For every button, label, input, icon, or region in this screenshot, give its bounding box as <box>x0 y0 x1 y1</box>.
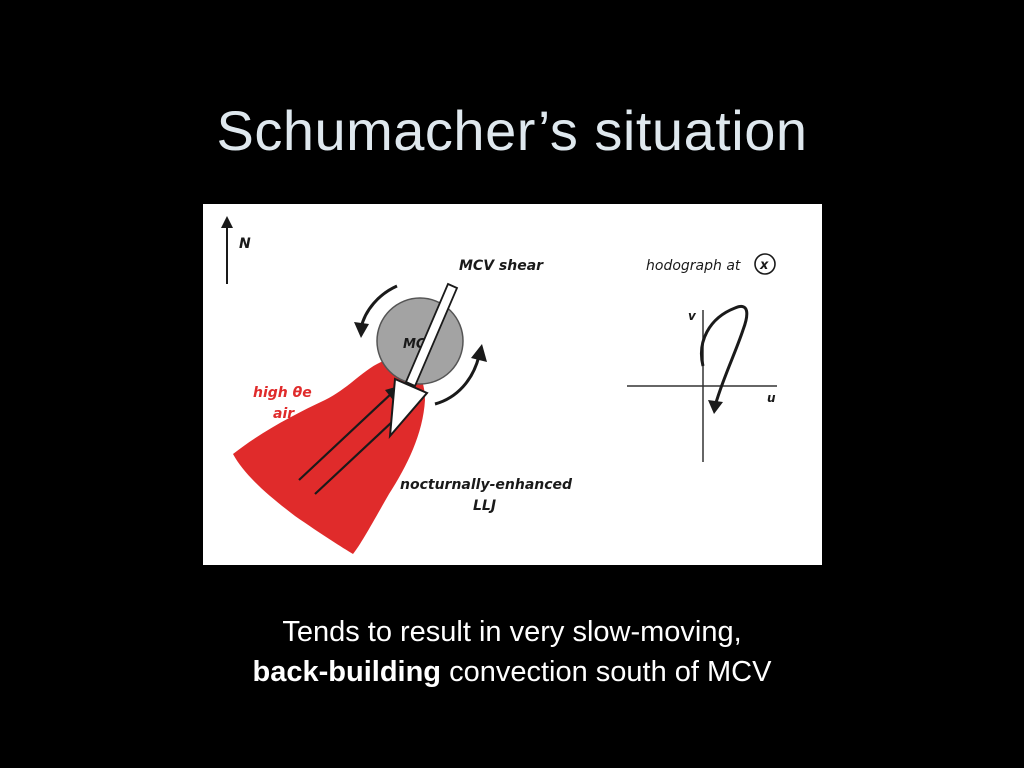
hodograph-label: hodograph at <box>646 258 741 274</box>
hodograph-axes <box>627 310 777 462</box>
high-theta-label-air: air <box>273 406 295 422</box>
caption-line-2 <box>0 652 1024 692</box>
hodograph-marker-x: x <box>760 258 769 273</box>
axis-u-label: u <box>767 391 776 405</box>
slide-caption <box>0 612 1024 692</box>
schematic-figure <box>203 204 822 565</box>
caption-line-2-rest: convection south of MCV <box>441 656 772 688</box>
north-arrow-icon <box>221 216 233 284</box>
axis-v-label: v <box>688 309 696 323</box>
high-theta-label: high θe <box>253 385 312 401</box>
hodograph-curve <box>701 306 746 414</box>
schematic-svg <box>203 204 822 565</box>
slide-title: Schumacher’s situation <box>216 99 808 162</box>
mcv-shear-label: MCV shear <box>459 258 544 274</box>
llj-label: nocturnally-enhanced <box>400 477 573 493</box>
caption-bold-term: back-building <box>252 656 442 688</box>
caption-line-1: Tends to result in very slow-moving, <box>282 616 742 648</box>
mcv-label: MCV <box>403 337 436 352</box>
north-label: N <box>239 236 251 252</box>
hodograph-location-marker-icon <box>755 254 775 274</box>
llj-label-llj: LLJ <box>473 498 497 514</box>
